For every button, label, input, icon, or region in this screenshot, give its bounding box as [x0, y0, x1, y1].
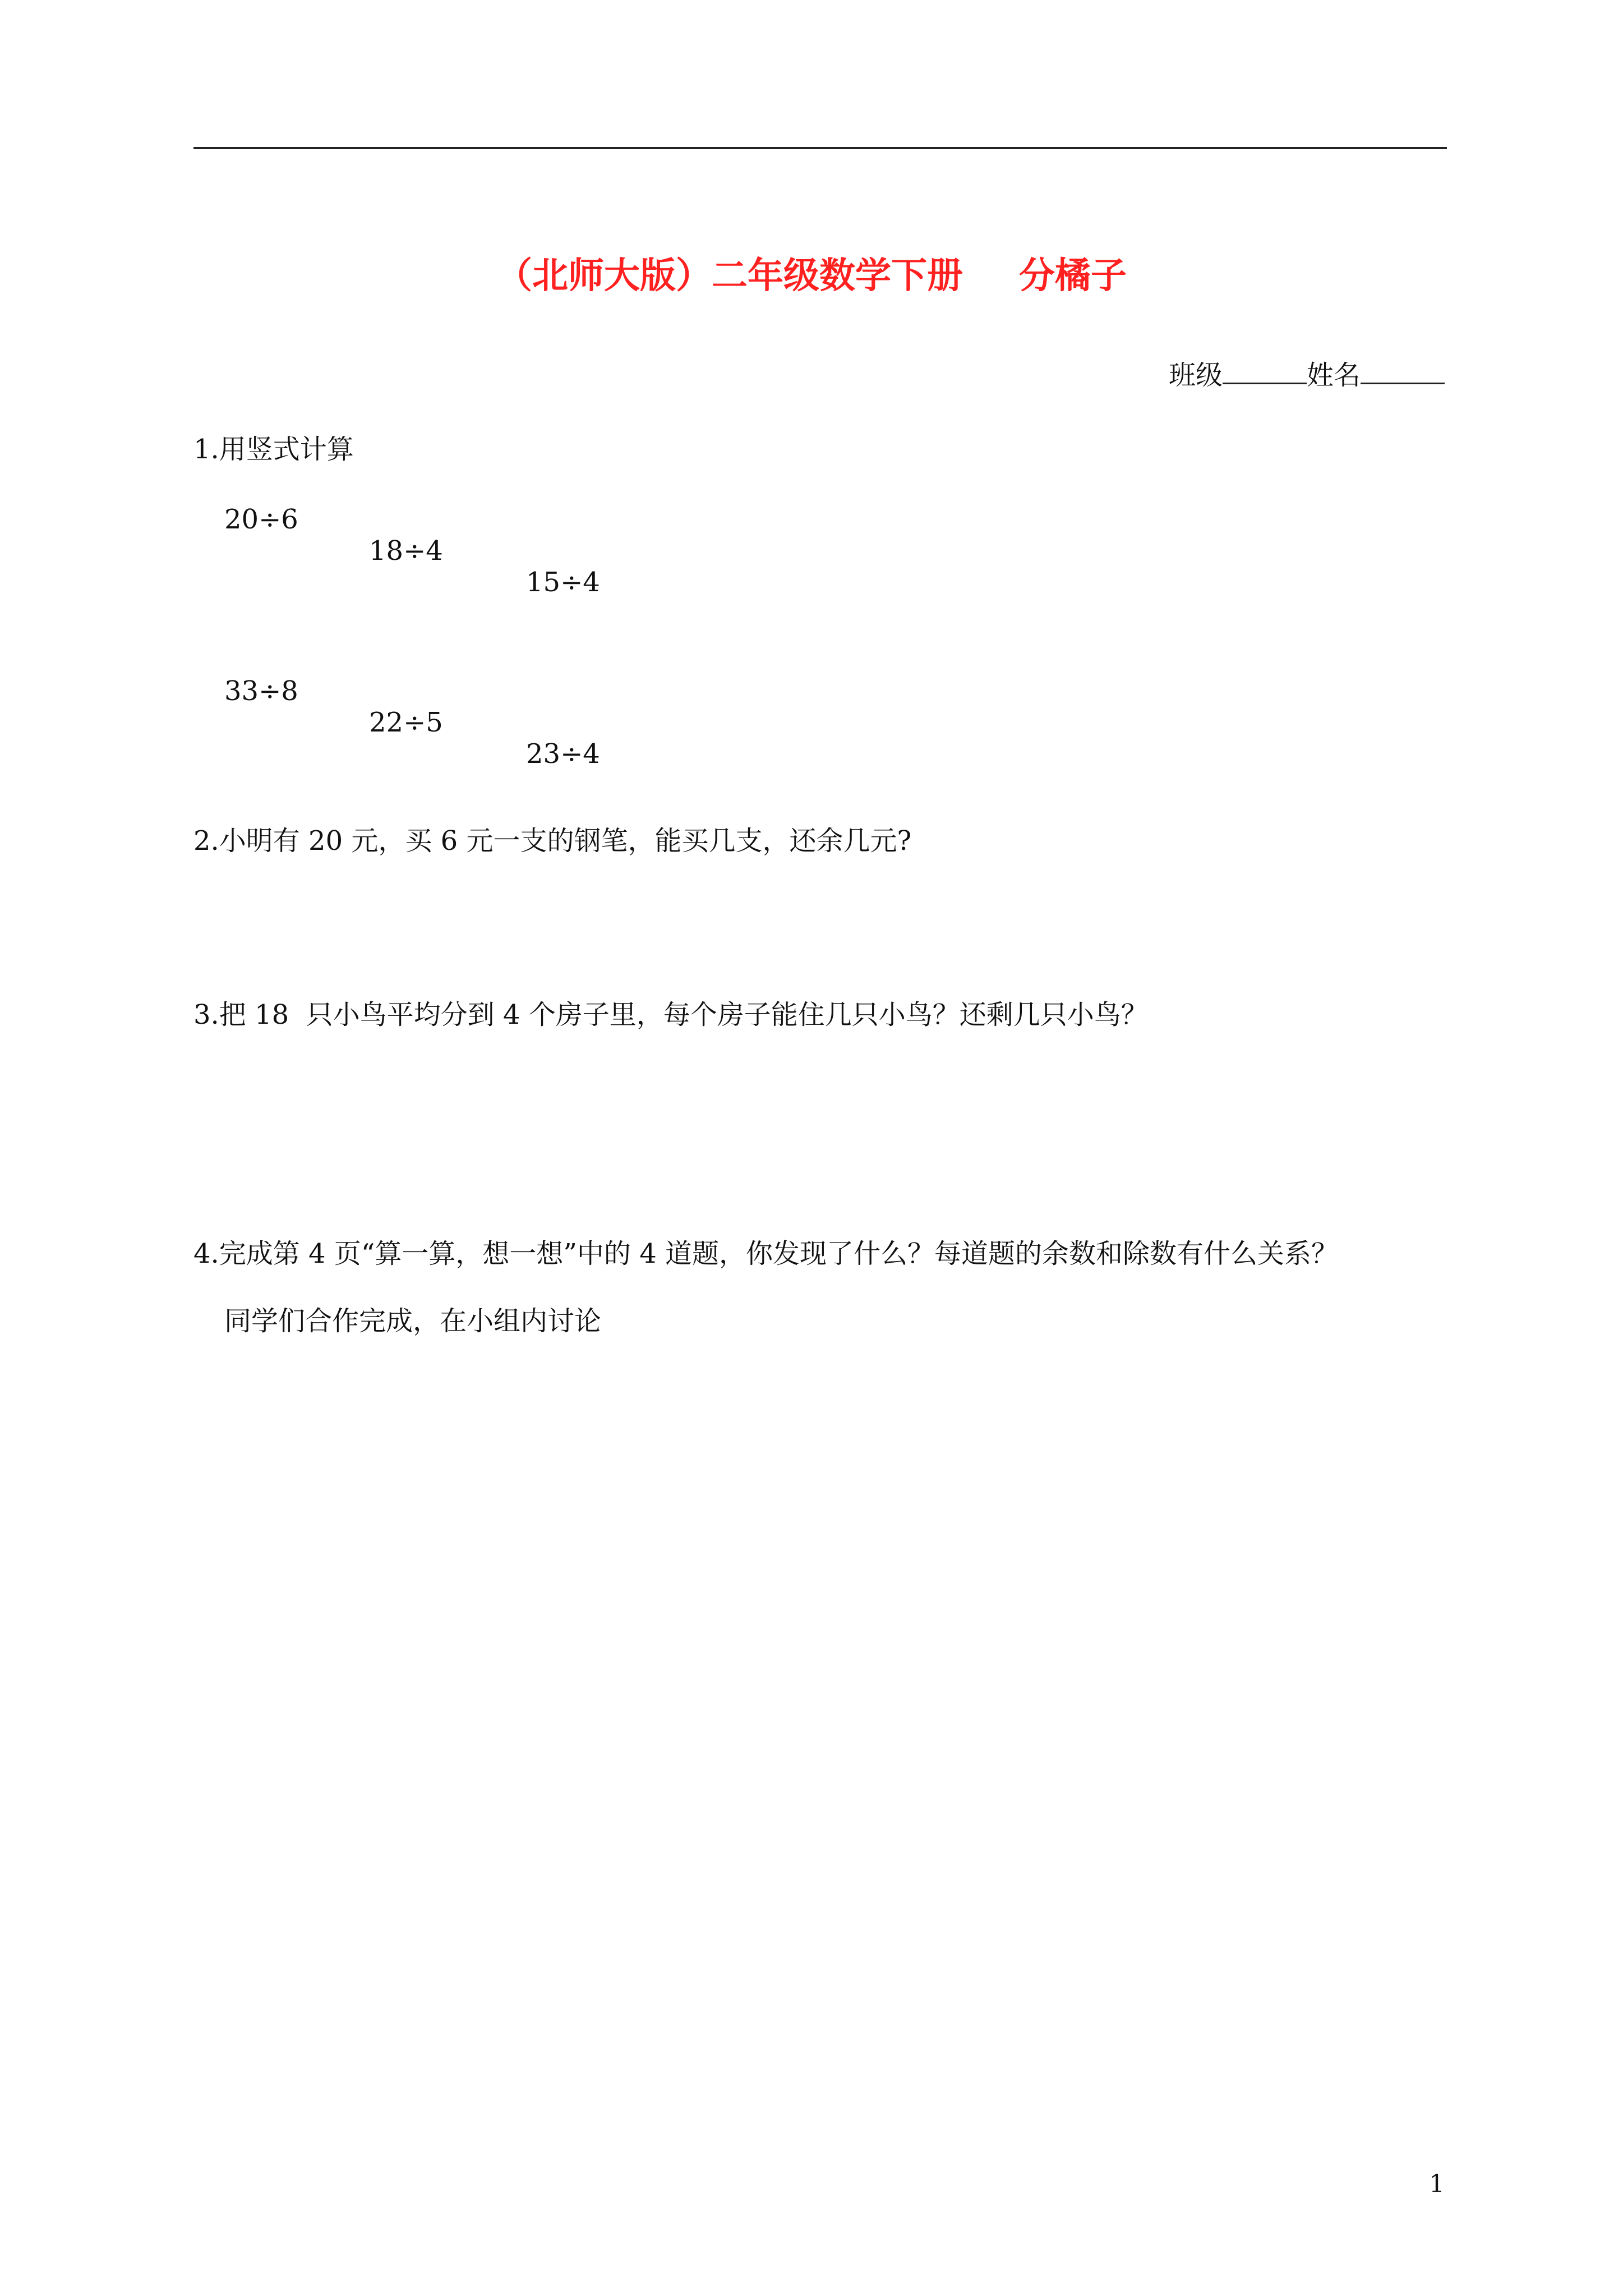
- name-label: 姓名: [1306, 360, 1361, 391]
- question-4-text: 完成第 4 页“算一算，想一想”中的 4 道题，你发现了什么？每道题的余数和除数有什么关系？: [219, 1238, 1338, 1269]
- question-3: [193, 993, 1148, 1032]
- name-blank[interactable]: [1361, 360, 1445, 384]
- question-1-text: 用竖式计算: [219, 434, 354, 465]
- calc-item: 20÷6: [224, 504, 298, 535]
- page-number: 1: [1429, 2170, 1445, 2198]
- question-1-number: 1.: [193, 434, 219, 465]
- question-4-continuation: 同学们合作完成，在小组内讨论: [224, 1305, 602, 1337]
- question-3-number: 3.: [193, 999, 219, 1030]
- class-label: 班级: [1168, 360, 1223, 391]
- question-4-number: 4.: [193, 1238, 219, 1269]
- student-info: [1169, 353, 1445, 392]
- calc-row-1: [224, 472, 600, 598]
- calc-item: 33÷8: [224, 675, 298, 707]
- page-title: [0, 247, 1623, 298]
- question-2-text: 小明有 20 元，买 6 元一支的钢笔，能买几支，还余几元?: [219, 825, 912, 857]
- title-right: 分橘子: [1019, 255, 1127, 297]
- question-3-text: 把 18 只小鸟平均分到 4 个房子里，每个房子能住几只小鸟？还剩几只小鸟？: [219, 999, 1148, 1030]
- calc-item: 23÷4: [526, 738, 600, 770]
- question-2: [193, 819, 911, 858]
- header-rule: [193, 147, 1447, 149]
- question-1: [193, 427, 354, 466]
- question-4: [193, 1232, 1338, 1271]
- calc-item: 18÷4: [369, 535, 443, 567]
- class-blank[interactable]: [1223, 360, 1307, 384]
- question-2-number: 2.: [193, 825, 219, 857]
- calc-item: 15÷4: [526, 567, 600, 598]
- calc-row-2: [224, 644, 600, 770]
- title-left: （北师大版）二年级数学下册: [496, 255, 963, 297]
- calc-item: 22÷5: [369, 707, 443, 738]
